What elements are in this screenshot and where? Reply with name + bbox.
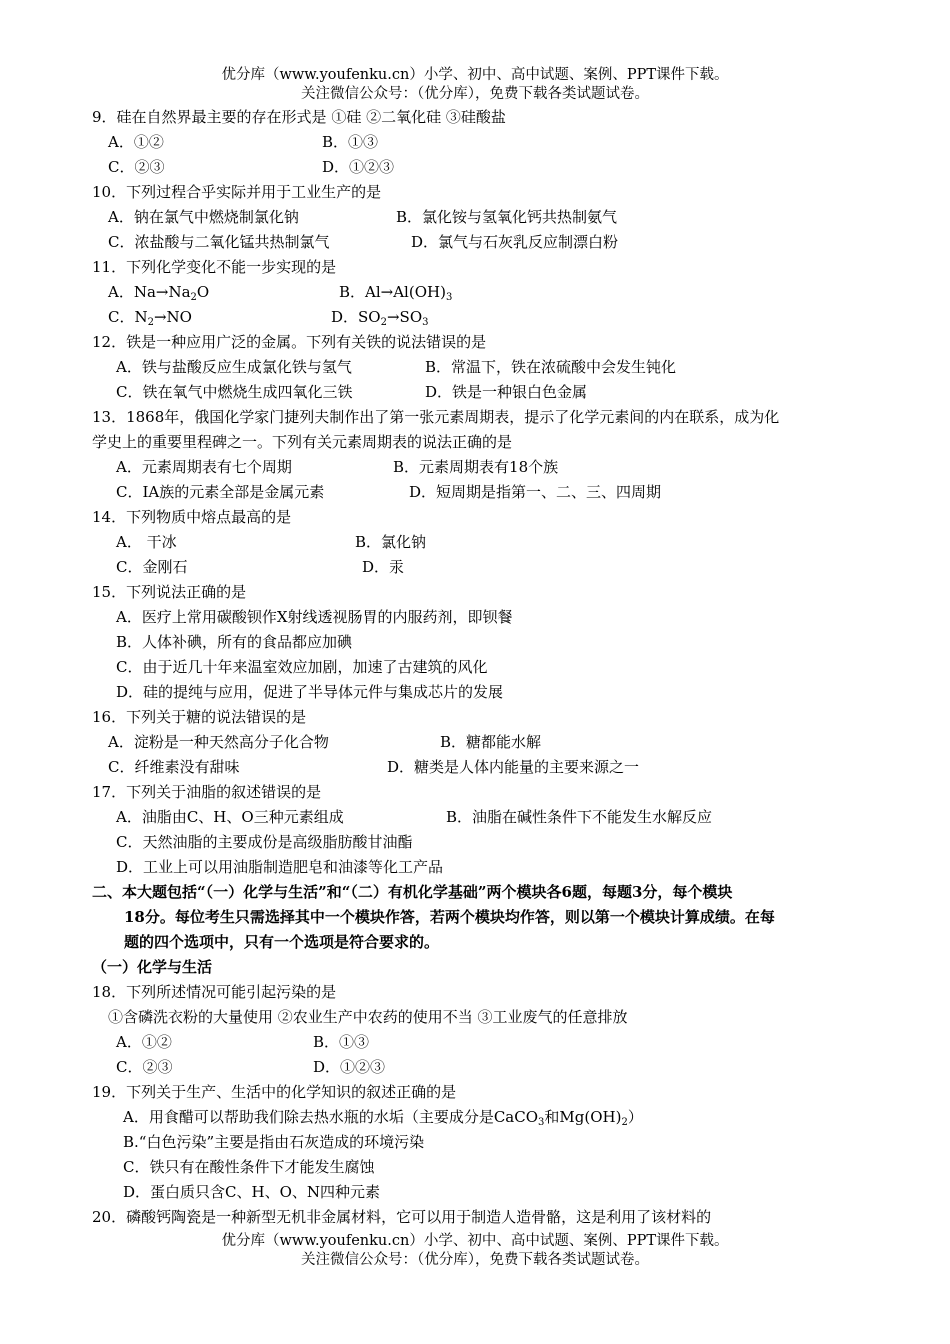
q18-stem: 18．下列所述情况可能引起污染的是 <box>92 983 337 1001</box>
page-footer-line2: 关注微信公众号：（优分库），免费下载各类试题试卷。 <box>301 1252 649 1268</box>
q19-option-d: D．蛋白质只含C、H、O、N四种元素 <box>123 1183 381 1201</box>
q10-option-c: C．浓盐酸与二氧化锰共热制氯气 <box>108 233 330 251</box>
q18-option-c: C．②③ <box>116 1058 173 1076</box>
page-header-line2: 关注微信公众号：（优分库），免费下载各类试题试卷。 <box>301 86 649 102</box>
q16-option-d: D．糖类是人体内能量的主要来源之一 <box>387 758 640 776</box>
q18-option-a: A．①② <box>116 1033 172 1051</box>
q16-stem: 16．下列关于糖的说法错误的是 <box>92 708 307 726</box>
q12-option-b: B．常温下，铁在浓硫酸中会发生钝化 <box>425 358 677 376</box>
q17-option-b: B．油脂在碱性条件下不能发生水解反应 <box>446 808 713 826</box>
q10-option-a: A．钠在氯气中燃烧制氯化钠 <box>108 208 299 226</box>
q11-option-b: B．$Al\to Al(OH)_3$ <box>339 283 453 303</box>
q14-option-a: A． 干冰 <box>116 533 177 551</box>
q13-option-c: C．IA族的元素全部是金属元素 <box>116 483 325 501</box>
q18-option-b: B．①③ <box>313 1033 370 1051</box>
q11-option-a: A．$Na\to Na_2O$ <box>108 283 210 303</box>
q18-statements: ①含磷洗衣粉的大量使用 ②农业生产中农药的使用不当 ③工业废气的任意排放 <box>108 1008 628 1026</box>
q14-stem: 14．下列物质中熔点最高的是 <box>92 508 292 526</box>
q18-option-d: D．①②③ <box>313 1058 386 1076</box>
q11-stem: 11．下列化学变化不能一步实现的是 <box>92 258 337 276</box>
q19-option-b: B.“白色污染”主要是指由石灰造成的环境污染 <box>123 1133 425 1151</box>
q13-stem-line2: 学史上的重要里程碑之一。下列有关元素周期表的说法正确的是 <box>92 433 513 451</box>
q19-stem: 19．下列关于生产、生活中的化学知识的叙述正确的是 <box>92 1083 457 1101</box>
section2-subtitle: （一）化学与生活 <box>92 958 213 976</box>
q15-option-a: A．医疗上常用碳酸钡作X射线透视肠胃的内服药剂，即钡餐 <box>116 608 513 626</box>
section2-instructions-line2: 18分。每位考生只需选择其中一个模块作答，若两个模块均作答，则以第一个模块计算成绩。在每 <box>124 908 775 926</box>
q13-option-a: A．元素周期表有七个周期 <box>116 458 292 476</box>
q12-option-d: D．铁是一种银白色金属 <box>425 383 588 401</box>
q15-option-b: B．人体补碘，所有的食品都应加碘 <box>116 633 353 651</box>
q9-option-c: C．②③ <box>108 158 165 176</box>
page-header-line1: 优分库（www.youfenku.cn）小学、初中、高中试题、案例、PPT课件下载。 <box>221 67 729 83</box>
q15-stem: 15．下列说法正确的是 <box>92 583 247 601</box>
q9-stem: 9．硅在自然界最主要的存在形式是 ①硅 ②二氧化硅 ③硅酸盐 <box>92 108 506 126</box>
q10-stem: 10．下列过程合乎实际并用于工业生产的是 <box>92 183 382 201</box>
q12-option-a: A．铁与盐酸反应生成氯化铁与氢气 <box>116 358 352 376</box>
q13-option-b: B．元素周期表有18个族 <box>393 458 559 476</box>
q14-option-c: C．金刚石 <box>116 558 188 576</box>
q10-option-d: D．氯气与石灰乳反应制漂白粉 <box>411 233 619 251</box>
q14-option-d: D．汞 <box>362 558 405 576</box>
q19-option-a: A．用食醋可以帮助我们除去热水瓶的水垢（主要成分是CaCO$_3$和$Mg(OH)_2$） <box>123 1108 643 1128</box>
q9-option-a: A．①② <box>108 133 164 151</box>
page-footer-line1: 优分库（www.youfenku.cn）小学、初中、高中试题、案例、PPT课件下载。 <box>221 1233 729 1249</box>
q9-option-b: B．①③ <box>322 133 379 151</box>
q15-option-c: C．由于近几十年来温室效应加剧，加速了古建筑的风化 <box>116 658 488 676</box>
q12-option-c: C．铁在氧气中燃烧生成四氧化三铁 <box>116 383 353 401</box>
q16-option-b: B．糖都能水解 <box>440 733 542 751</box>
q13-stem-line1: 13．1868年，俄国化学家门捷列夫制作出了第一张元素周期表，提示了化学元素间的内在联系，成为化 <box>92 408 780 426</box>
section2-instructions-line3: 题的四个选项中，只有一个选项是符合要求的。 <box>124 933 440 951</box>
q13-option-d: D．短周期是指第一、二、三、四周期 <box>409 483 662 501</box>
q20-stem: 20．磷酸钙陶瓷是一种新型无机非金属材料，它可以用于制造人造骨骼，这是利用了该材料的 <box>92 1208 712 1226</box>
section2-instructions-line1: 二、本大题包括“（一）化学与生活”和“（二）有机化学基础”两个模块各6题，每题3分，每个模块 <box>92 883 733 901</box>
q11-option-d: D．$SO_2\to SO_3$ <box>331 308 429 328</box>
q11-option-c: C．$N_2\to NO$ <box>108 308 192 328</box>
q17-option-a: A．油脂由C、H、O三种元素组成 <box>116 808 344 826</box>
q16-option-a: A．淀粉是一种天然高分子化合物 <box>108 733 329 751</box>
q17-stem: 17．下列关于油脂的叙述错误的是 <box>92 783 322 801</box>
q9-option-d: D．①②③ <box>322 158 395 176</box>
q19-option-c: C．铁只有在酸性条件下才能发生腐蚀 <box>123 1158 375 1176</box>
q10-option-b: B．氯化铵与氢氧化钙共热制氨气 <box>396 208 618 226</box>
q17-option-c: C．天然油脂的主要成份是高级脂肪酸甘油酯 <box>116 833 413 851</box>
q12-stem: 12．铁是一种应用广泛的金属。下列有关铁的说法错误的是 <box>92 333 487 351</box>
q16-option-c: C．纤维素没有甜味 <box>108 758 240 776</box>
q14-option-b: B．氯化钠 <box>355 533 427 551</box>
q17-option-d: D．工业上可以用油脂制造肥皂和油漆等化工产品 <box>116 858 444 876</box>
q15-option-d: D．硅的提纯与应用，促进了半导体元件与集成芯片的发展 <box>116 683 504 701</box>
